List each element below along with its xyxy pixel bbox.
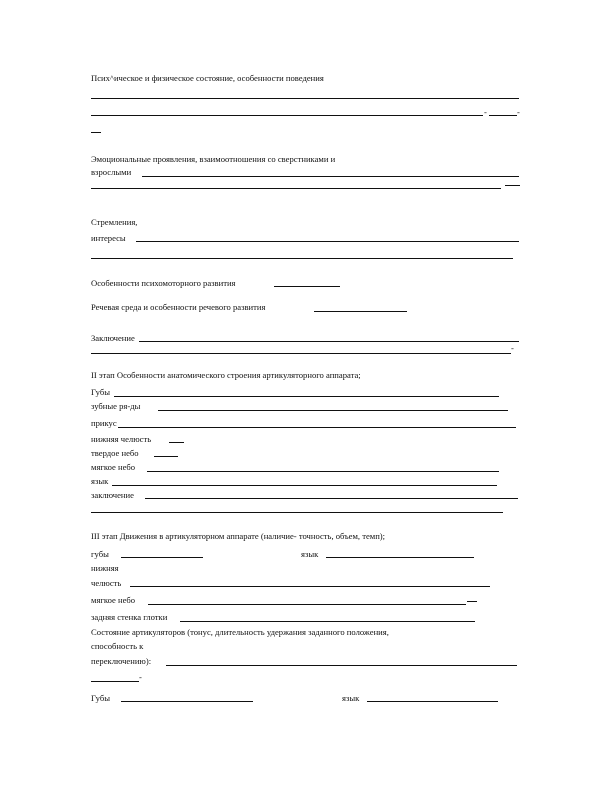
answer-line[interactable] — [130, 586, 490, 587]
stage3-heading: III этап Движения в артикуляторном аппарате (наличие- точность, объем, темп); — [91, 531, 386, 541]
answer-line[interactable] — [158, 410, 508, 411]
answer-line[interactable] — [91, 115, 483, 116]
answer-line[interactable] — [91, 132, 101, 133]
field-label-speech-environment: Речевая среда и особенности речевого развития — [91, 302, 266, 312]
field-label-lower-jaw: нижняя челюсть — [91, 434, 152, 444]
field-label-lips-movement: губы — [91, 549, 109, 559]
field-label-tongue: язык — [91, 476, 109, 486]
section-heading-physical-state: Псих^ическое и физическое состояние, особенности поведения — [91, 73, 324, 83]
answer-line[interactable] — [489, 115, 517, 116]
answer-line[interactable] — [314, 311, 407, 312]
section-heading-emotional: Эмоциональные проявления, взаимоотношения со сверстниками и — [91, 154, 336, 164]
section-heading-aspirations: Стремления, — [91, 217, 138, 227]
field-label-psychomotor: Особенности психомоторного развития — [91, 278, 236, 288]
field-label-tongue-state: язык — [342, 693, 360, 703]
answer-line[interactable] — [142, 176, 519, 177]
field-label-soft-palate: мягкое небо — [91, 462, 136, 472]
answer-line[interactable] — [274, 286, 340, 287]
answer-line[interactable] — [180, 621, 475, 622]
answer-line[interactable] — [91, 188, 501, 189]
answer-line[interactable] — [505, 185, 520, 186]
answer-line[interactable] — [114, 396, 499, 397]
field-label-soft-palate-movement: мягкое небо — [91, 595, 136, 605]
line-mark: - — [517, 107, 520, 117]
line-mark: - — [511, 343, 514, 353]
field-label-conclusion-2: заключение — [91, 490, 134, 500]
field-label-tongue-movement: язык — [301, 549, 319, 559]
answer-line[interactable] — [166, 665, 517, 666]
answer-line[interactable] — [139, 341, 519, 342]
field-label-jaw-line1: нижняя — [91, 563, 119, 573]
answer-line[interactable] — [467, 601, 477, 602]
answer-line[interactable] — [91, 353, 511, 354]
answer-line[interactable] — [91, 681, 139, 682]
field-label-lips-state: Губы — [91, 693, 110, 703]
field-label-interests: интересы — [91, 233, 126, 243]
articulators-state-line3: переключению): — [91, 656, 152, 666]
answer-line[interactable] — [169, 442, 184, 443]
field-label-lips: Губы — [91, 387, 110, 397]
answer-line[interactable] — [91, 512, 503, 513]
answer-line[interactable] — [367, 701, 498, 702]
answer-line[interactable] — [118, 427, 516, 428]
answer-line[interactable] — [121, 557, 203, 558]
answer-line[interactable] — [148, 604, 466, 605]
line-mark: - — [484, 107, 487, 117]
articulators-state-line2: способность к — [91, 641, 144, 651]
field-label-hard-palate: твердое небо — [91, 448, 139, 458]
stage2-heading: II этап Особенности анатомического строения артикуляторного аппарата; — [91, 370, 361, 380]
answer-line[interactable] — [91, 258, 513, 259]
answer-line[interactable] — [145, 498, 518, 499]
answer-line[interactable] — [326, 557, 474, 558]
field-label-pharynx: задняя стенка глотки — [91, 612, 168, 622]
answer-line[interactable] — [121, 701, 253, 702]
field-label-jaw-line2: челюсть — [91, 578, 122, 588]
field-label-bite: прикус — [91, 418, 117, 428]
answer-line[interactable] — [91, 98, 519, 99]
line-mark: - — [139, 672, 142, 682]
answer-line[interactable] — [112, 485, 497, 486]
field-label-conclusion: Заключение — [91, 333, 135, 343]
answer-line[interactable] — [147, 471, 499, 472]
answer-line[interactable] — [154, 456, 178, 457]
field-label-teeth: зубные ря-ды — [91, 401, 141, 411]
field-label-adults: взрослыми — [91, 167, 132, 177]
articulators-state-line1: Состояние артикуляторов (тонус, длительность удержания заданного положения, — [91, 627, 389, 637]
answer-line[interactable] — [136, 241, 519, 242]
